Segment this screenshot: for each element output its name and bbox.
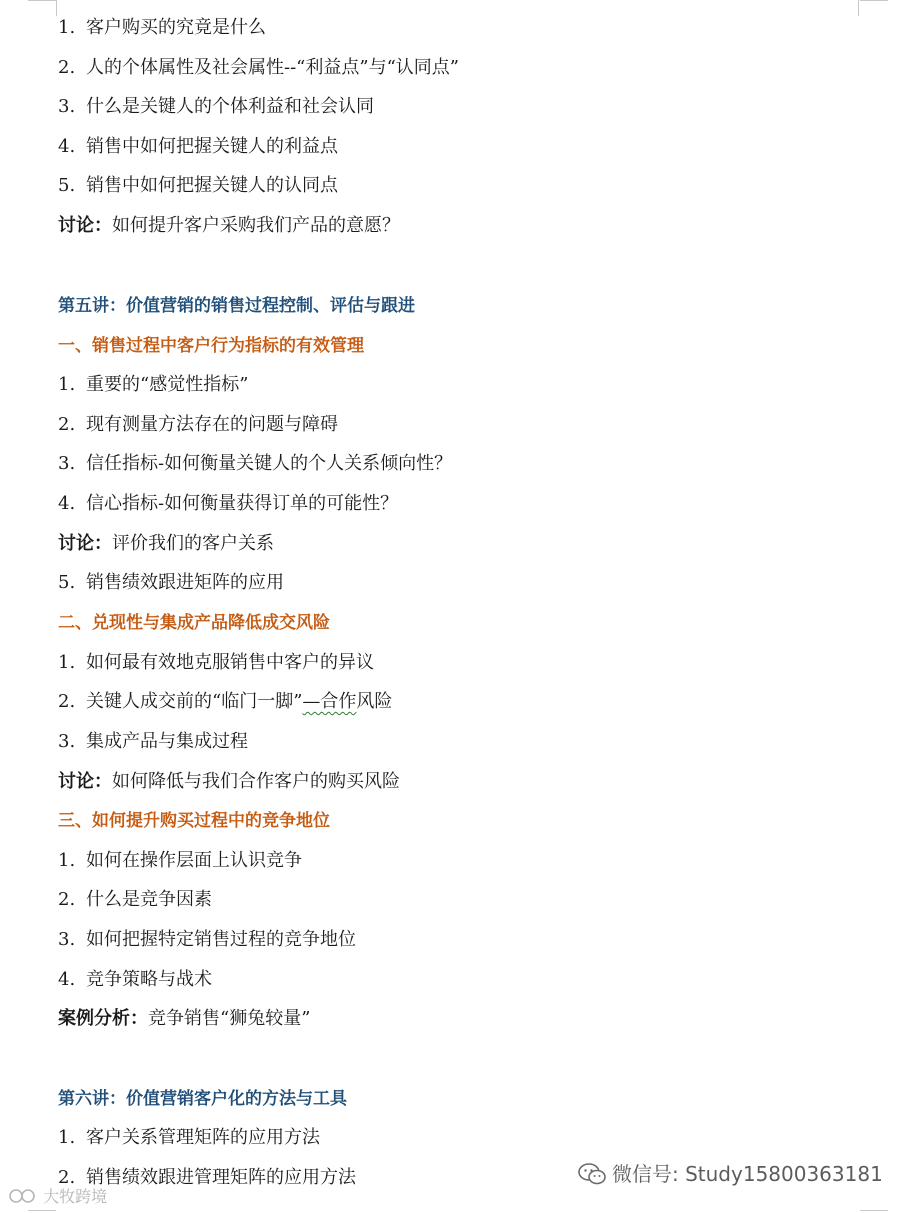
list-item: 4. 竞争策略与战术 [58, 969, 212, 990]
list-item: 1. 重要的“感觉性指标” [58, 374, 249, 395]
spellcheck-underline: —合作 [302, 691, 357, 712]
list-item: 1. 如何最有效地克服销售中客户的异议 [58, 652, 374, 673]
section-1-heading: 一、销售过程中客户行为指标的有效管理 [58, 336, 364, 356]
list-item: 1. 如何在操作层面上认识竞争 [58, 850, 302, 871]
crop-mark-top-right [860, 0, 888, 1]
list-item: 3. 集成产品与集成过程 [58, 731, 248, 752]
list-item: 5. 销售中如何把握关键人的认同点 [58, 175, 338, 196]
list-item: 2. 什么是竞争因素 [58, 889, 212, 910]
discussion-line: 讨论：评价我们的客户关系 [58, 533, 274, 554]
list-item: 2. 人的个体属性及社会属性--“利益点”与“认同点” [58, 57, 459, 78]
list-item: 1. 客户关系管理矩阵的应用方法 [58, 1127, 320, 1148]
crop-mark-bottom-left [28, 1210, 56, 1211]
crop-mark-top-right-v [858, 0, 859, 16]
discussion-line: 讨论：如何降低与我们合作客户的购买风险 [58, 771, 400, 792]
list-item: 2. 关键人成交前的“临门一脚”—合作风险 [58, 691, 393, 712]
crop-mark-top-left [28, 0, 56, 1]
list-item: 1. 客户购买的究竟是什么 [58, 17, 266, 38]
list-item: 4. 销售中如何把握关键人的利益点 [58, 136, 338, 157]
list-item: 2. 销售绩效跟进管理矩阵的应用方法 [58, 1167, 356, 1188]
wechat-icon [578, 1163, 606, 1190]
list-item: 3. 如何把握特定销售过程的竞争地位 [58, 929, 356, 950]
list-item: 2. 现有测量方法存在的问题与障碍 [58, 414, 338, 435]
crop-mark-top-left-v [56, 0, 57, 16]
discussion-line: 讨论：如何提升客户采购我们产品的意愿？ [58, 215, 400, 236]
list-item: 4. 信心指标-如何衡量获得订单的可能性？ [58, 493, 399, 514]
list-item: 3. 什么是关键人的个体利益和社会认同 [58, 96, 374, 117]
section-3-heading: 三、如何提升购买过程中的竞争地位 [58, 811, 330, 831]
lecture-5-heading: 第五讲：价值营销的销售过程控制、评估与跟进 [58, 296, 415, 316]
brand-logo-icon [8, 1187, 43, 1206]
crop-mark-bottom-right [860, 1210, 888, 1211]
case-study-line: 案例分析：竞争销售“狮兔较量” [58, 1008, 311, 1029]
list-item: 3. 信任指标-如何衡量关键人的个人关系倾向性？ [58, 453, 453, 474]
lecture-6-heading: 第六讲：价值营销客户化的方法与工具 [58, 1089, 347, 1109]
section-2-heading: 二、兑现性与集成产品降低成交风险 [58, 613, 330, 633]
wechat-watermark: 微信号: Study15800363181 [578, 1158, 883, 1190]
brand-watermark: 大牧跨境 [8, 1184, 107, 1207]
list-item: 5. 销售绩效跟进矩阵的应用 [58, 572, 284, 593]
